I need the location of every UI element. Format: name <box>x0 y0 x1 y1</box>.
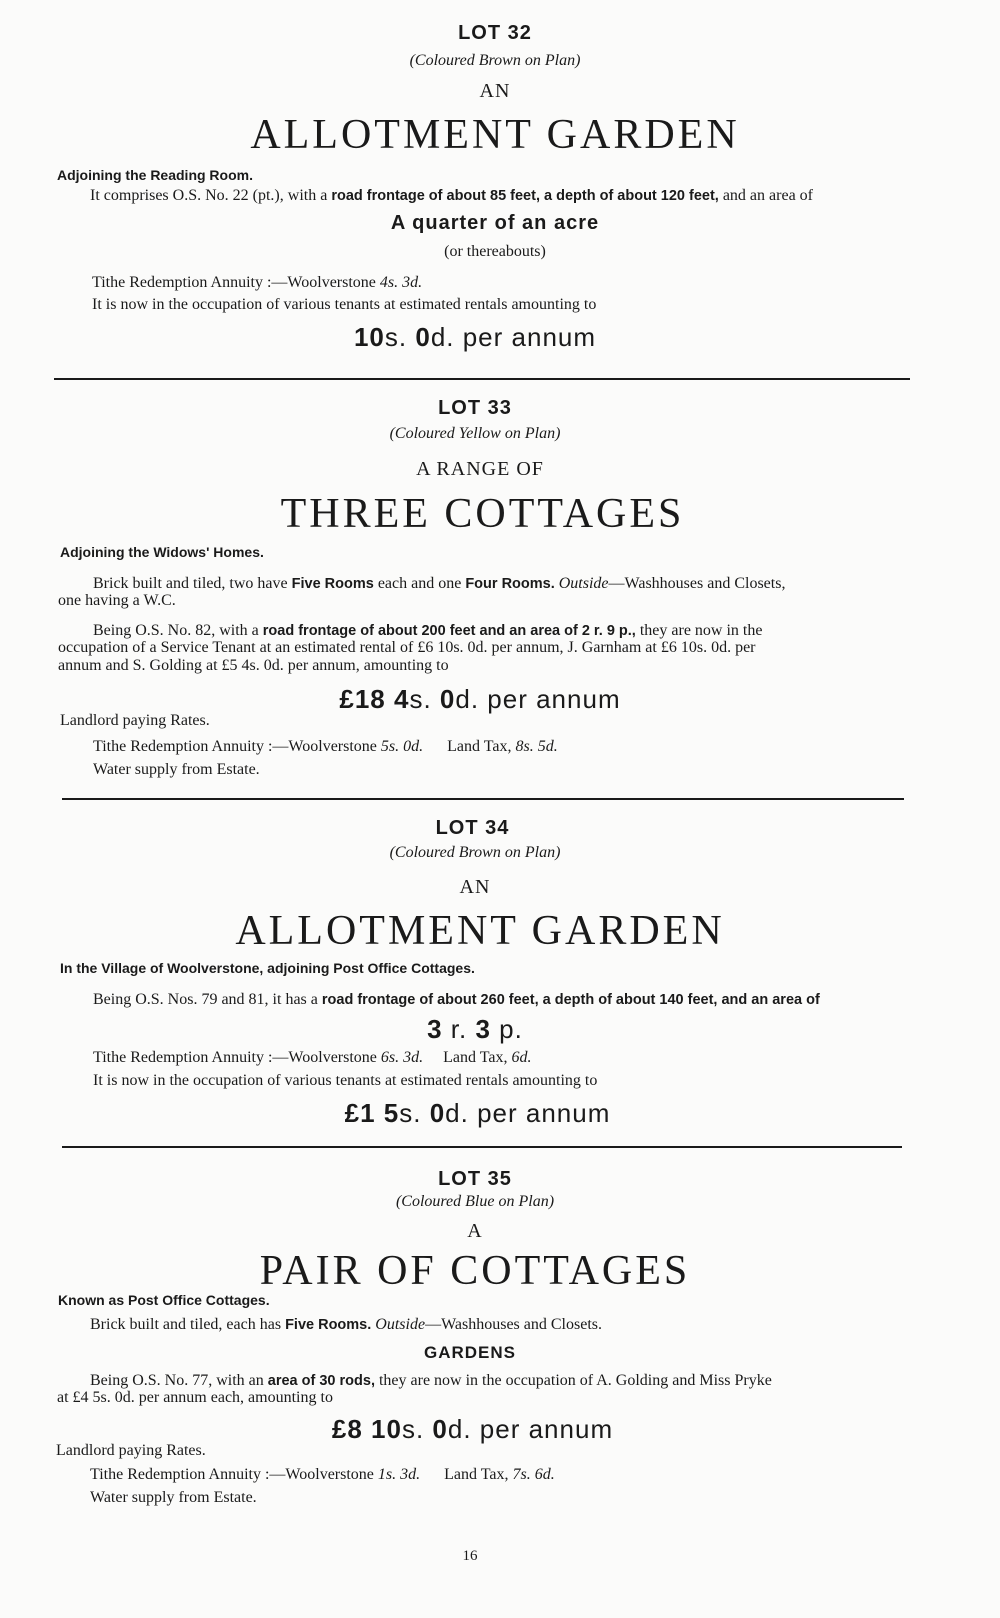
land-tax-value: 6d. <box>511 1049 532 1066</box>
divider <box>62 798 904 800</box>
lot-kind: AN <box>459 876 491 898</box>
rent-value: 0 <box>432 1414 448 1444</box>
lot-subheading: Known as Post Office Cottages. <box>58 1292 270 1308</box>
text-run: Brick built and tiled, each has <box>90 1316 286 1333</box>
lot-occupancy-line3: annum and S. Golding at £5 4s. 0d. per annum, amounting to <box>58 657 449 674</box>
lot-area <box>0 1014 950 1045</box>
water-supply-note: Water supply from Estate. <box>93 761 260 778</box>
page-number: 16 <box>462 1548 478 1564</box>
lot-title: THREE COTTAGES <box>280 491 685 537</box>
rent-value: 4 <box>394 684 410 714</box>
tithe-value: 4s. 3d. <box>379 274 423 291</box>
lot-number: LOT 32 <box>458 22 532 44</box>
landlord-note: Landlord paying Rates. <box>56 1442 206 1459</box>
lot-subheading: Adjoining the Widows' Homes. <box>60 544 264 560</box>
tithe-line <box>93 1048 531 1067</box>
lot-title: ALLOTMENT GARDEN <box>235 908 725 954</box>
lot-area: A quarter of an acre <box>390 212 600 234</box>
landlord-note: Landlord paying Rates. <box>60 712 210 729</box>
text-run: Being O.S. No. 82, with a <box>93 622 263 639</box>
tithe-line <box>92 273 422 292</box>
lot-description <box>93 574 913 594</box>
text-run-bold: road frontage of about 85 feet, a depth of about 120 feet, <box>331 188 719 204</box>
text-run-italic: Outside <box>371 1316 426 1333</box>
text-run: they are now in the <box>635 622 763 639</box>
lot-subheading: In the Village of Woolverstone, adjoining Post Office Cottages. <box>60 960 475 976</box>
occupation-line: It is now in the occupation of various tenants at estimated rentals amounting to <box>92 296 597 313</box>
gardens-heading: GARDENS <box>423 1343 516 1362</box>
rent-amount <box>0 1098 955 1129</box>
rent-amount <box>0 322 950 353</box>
area-unit: p. <box>490 1014 523 1044</box>
text-run: —Washhouses and Closets. <box>425 1316 602 1333</box>
rent-value: £8 <box>331 1414 372 1444</box>
rent-unit: s. <box>401 1414 433 1444</box>
text-run: and an area of <box>718 187 813 204</box>
tithe-value: 6s. 3d. <box>380 1049 424 1066</box>
text-run-bold: Five Rooms. <box>285 1317 372 1333</box>
tithe-value: 5s. 0d. <box>380 738 424 755</box>
rent-value: 10 <box>371 1414 402 1444</box>
tithe-label: Tithe Redemption Annuity :—Woolverstone <box>90 1466 378 1483</box>
rent-unit: d. per annum <box>445 1098 611 1128</box>
lot-subheading: Adjoining the Reading Room. <box>57 167 253 183</box>
text-run: each and one <box>373 575 466 592</box>
lot-number: LOT 35 <box>438 1168 512 1190</box>
rent-value: 0 <box>429 1098 446 1128</box>
text-run-bold: Five Rooms <box>291 576 374 592</box>
text-run: Brick built and tiled, two have <box>93 575 292 592</box>
text-run-bold: road frontage of about 260 feet, a depth of about 140 feet, and an area of <box>321 992 820 1008</box>
divider <box>54 378 910 380</box>
rent-value: 0 <box>415 322 431 352</box>
text-run-bold: area of 30 rods, <box>267 1373 375 1389</box>
rent-unit: d. per annum <box>430 322 597 352</box>
lot-description <box>93 990 923 1010</box>
tithe-label: Tithe Redemption Annuity :—Woolverstone <box>93 738 381 755</box>
plan-colour-note: (Coloured Blue on Plan) <box>395 1193 555 1210</box>
area-value: 3 <box>475 1014 491 1044</box>
rent-unit: s. <box>399 1098 430 1128</box>
rent-unit: s. <box>384 322 416 352</box>
text-run: Being O.S. No. 77, with an <box>90 1372 268 1389</box>
text-run-italic: Outside <box>554 575 609 592</box>
lot-occupancy-line2: at £4 5s. 0d. per annum each, amounting to <box>57 1389 333 1406</box>
rent-value: £18 <box>339 684 394 714</box>
text-run: —Washhouses and Closets, <box>608 575 786 592</box>
text-run-bold: road frontage of about 200 feet and an area of 2 r. 9 p., <box>262 623 636 639</box>
land-tax-label: Land Tax, <box>443 1049 512 1066</box>
lot-kind: A RANGE OF <box>416 458 544 480</box>
rent-unit: s. <box>409 684 440 714</box>
plan-colour-note: (Coloured Brown on Plan) <box>409 52 581 69</box>
tithe-label: Tithe Redemption Annuity :—Woolverstone <box>92 274 380 291</box>
lot-description <box>90 186 970 206</box>
lot-description-cont: one having a W.C. <box>58 592 176 609</box>
lot-occupancy-line2: occupation of a Service Tenant at an estimated rental of £6 10s. 0d. per annum, J. Garnham at £6 10s. 0d. per <box>58 639 756 656</box>
text-run: Being O.S. Nos. 79 and 81, it has a <box>93 991 322 1008</box>
plan-colour-note: (Coloured Yellow on Plan) <box>389 425 561 442</box>
occupation-line: It is now in the occupation of various tenants at estimated rentals amounting to <box>93 1072 598 1089</box>
land-tax-value: 8s. 5d. <box>515 738 558 755</box>
rent-value: 10 <box>353 322 385 352</box>
text-run-bold: Four Rooms. <box>465 576 555 592</box>
lot-number: LOT 33 <box>438 397 512 419</box>
text-run: It comprises O.S. No. 22 (pt.), with a <box>90 187 332 204</box>
rent-value: 5 <box>383 1098 400 1128</box>
plan-colour-note: (Coloured Brown on Plan) <box>389 844 561 861</box>
tithe-value: 1s. 3d. <box>377 1466 421 1483</box>
land-tax-label: Land Tax, <box>447 738 516 755</box>
lot-title: PAIR OF COTTAGES <box>259 1248 691 1294</box>
land-tax-label: Land Tax, <box>444 1466 513 1483</box>
water-supply-note: Water supply from Estate. <box>90 1489 257 1506</box>
lot-description <box>90 1315 920 1335</box>
area-value: 3 <box>427 1014 443 1044</box>
text-run: they are now in the occupation of A. Golding and Miss Pryke <box>374 1372 772 1389</box>
tithe-line <box>90 1465 555 1484</box>
rent-unit: d. per annum <box>447 1414 614 1444</box>
lot-number: LOT 34 <box>435 817 510 839</box>
rent-value: 0 <box>439 684 456 714</box>
area-note: (or thereabouts) <box>444 243 546 260</box>
lot-title: ALLOTMENT GARDEN <box>250 112 740 158</box>
rent-unit: d. per annum <box>455 684 621 714</box>
tithe-label: Tithe Redemption Annuity :—Woolverstone <box>93 1049 381 1066</box>
land-tax-value: 7s. 6d. <box>512 1466 555 1483</box>
rent-value: £1 <box>344 1098 384 1128</box>
area-unit: r. <box>442 1014 476 1044</box>
tithe-line <box>93 737 558 756</box>
lot-kind: AN <box>479 80 511 102</box>
lot-kind: A <box>467 1220 483 1242</box>
divider <box>62 1146 902 1148</box>
